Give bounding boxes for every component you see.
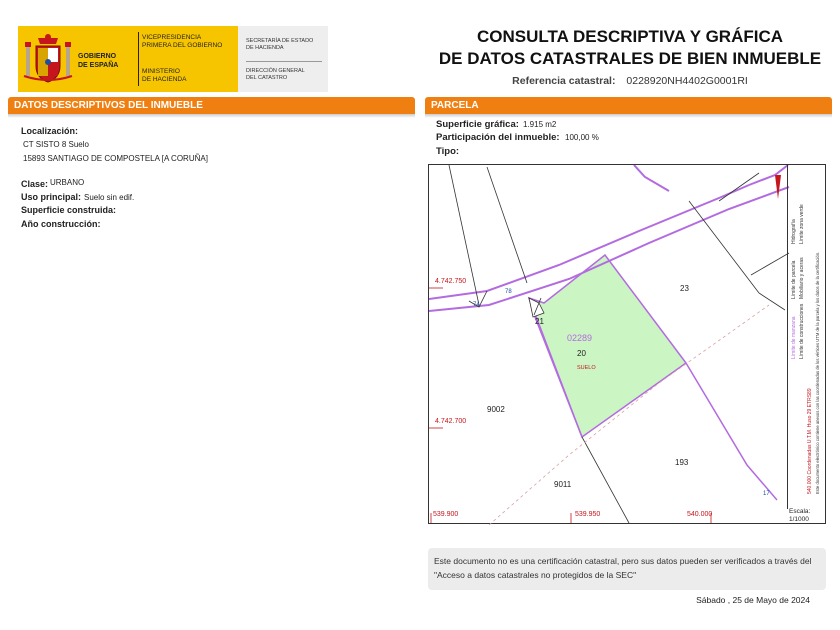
logo-grey-band bbox=[238, 26, 328, 92]
title-line-1: CONSULTA DESCRIPTIVA Y GRÁFICA bbox=[476, 27, 784, 46]
legend-zona-verde: Límite zona verde bbox=[799, 204, 805, 244]
cadastral-reference bbox=[430, 75, 830, 87]
superficie-grafica-label: Superficie gráfica: bbox=[436, 119, 519, 130]
line-d bbox=[719, 173, 759, 201]
coord-y1: 4.742.750 bbox=[435, 278, 467, 285]
map-drawing bbox=[429, 165, 827, 525]
superficie-grafica-value: 1.915 m2 bbox=[523, 120, 557, 129]
street-number-b: 78 bbox=[505, 289, 512, 295]
ministerio-text: MINISTERIO DE HACIENDA bbox=[142, 68, 187, 83]
ref-label: Referencia catastral: bbox=[512, 75, 616, 87]
uso-label: Uso principal: bbox=[21, 192, 82, 202]
vicepresidencia-text: VICEPRESIDENCIA PRIMERA DEL GOBIERNO bbox=[142, 34, 223, 49]
legend-annex-note: Este documento electrónico contiene anexos con las coordenadas de los vértices UTM de la parcela y los datos de la certificación. bbox=[815, 251, 820, 494]
ref-value: 0228920NH4402G0001RI bbox=[626, 75, 748, 87]
anio-construccion-label: Año construcción: bbox=[21, 219, 101, 229]
parcel-21-label: 21 bbox=[535, 317, 544, 326]
document-title bbox=[430, 26, 830, 70]
coord-y2: 4.742.700 bbox=[435, 418, 467, 425]
road-boundary-end bbox=[749, 165, 788, 185]
parcel-9011-label: 9011 bbox=[554, 480, 572, 489]
bar-shadow-left bbox=[8, 114, 415, 118]
section-bar-parcela: PARCELA bbox=[425, 97, 832, 115]
line-e bbox=[751, 253, 789, 275]
verification-notice: Este documento no es una certificación catastral, pero sus datos pueden ser verificados a través del "Acceso a datos catastrales no protegidos de la SEC" bbox=[428, 548, 826, 590]
localizacion-label: Localización: bbox=[21, 126, 79, 136]
parcel-23-label: 23 bbox=[680, 284, 689, 293]
superficie-construida-label: Superficie construida: bbox=[21, 205, 117, 215]
government-logo-block bbox=[18, 26, 328, 92]
legend-hidrografia: Hidrografía bbox=[791, 219, 797, 244]
street-number-a: 74 bbox=[473, 302, 480, 308]
cadastral-map bbox=[428, 164, 826, 524]
direccion-text: DIRECCIÓN GENERAL DEL CATASTRO bbox=[246, 68, 305, 81]
line-f bbox=[759, 293, 785, 310]
legend-construcciones: Límite de construcciones bbox=[799, 303, 805, 359]
coat-of-arms-icon bbox=[22, 32, 74, 86]
logo-divider bbox=[138, 32, 139, 86]
line-b bbox=[487, 167, 527, 283]
participacion-value: 100,00 % bbox=[565, 133, 599, 142]
legend-parcela: Límite de parcela bbox=[791, 260, 797, 299]
logo-rule bbox=[246, 61, 322, 62]
address-line-2: 15893 SANTIAGO DE COMPOSTELA [A CORUÑA] bbox=[23, 154, 208, 163]
uso-value: Suelo sin edif. bbox=[84, 193, 135, 202]
clase-value: URBANO bbox=[50, 178, 85, 187]
coord-x2: 539.950 bbox=[575, 511, 601, 518]
corner-number: 17 bbox=[763, 491, 770, 497]
escala-value: 1/1000 bbox=[789, 516, 809, 523]
legend-mobiliario: Mobiliario y aceras bbox=[799, 257, 805, 299]
document-date: Sábado , 25 de Mayo de 2024 bbox=[696, 595, 810, 605]
bar-shadow-right bbox=[425, 114, 832, 118]
tipo-label: Tipo: bbox=[436, 146, 460, 157]
gov-name: GOBIERNO DE ESPAÑA bbox=[78, 53, 119, 69]
logo-yellow-band bbox=[18, 26, 238, 92]
suelo-label: SUELO bbox=[577, 365, 596, 371]
coord-x1: 539.900 bbox=[433, 511, 459, 518]
boundary-193 bbox=[686, 363, 777, 500]
clase-label: Clase: bbox=[21, 179, 49, 189]
legend-manzana: Límite de manzana bbox=[791, 316, 797, 359]
secretaria-text: SECRETARÍA DE ESTADO DE HACIENDA bbox=[246, 38, 314, 51]
scale-block bbox=[789, 508, 825, 524]
address-line-1: CT SISTO 8 Suelo bbox=[23, 140, 89, 149]
parcel-193-label: 193 bbox=[675, 458, 689, 467]
legend-coordenadas: 540.000 Coordenadas U.T.M. Huso 29 ETRS89 bbox=[807, 388, 813, 494]
parcel-9002-label: 9002 bbox=[487, 405, 505, 414]
escala-label: Escala: bbox=[789, 508, 811, 515]
participacion-label: Participación del inmueble: bbox=[436, 132, 560, 143]
road-bend bbox=[634, 165, 669, 191]
section-bar-descriptive: DATOS DESCRIPTIVOS DEL INMUEBLE bbox=[8, 97, 415, 115]
map-legend bbox=[787, 164, 826, 509]
line-c bbox=[689, 201, 759, 293]
parcel-polygon bbox=[529, 255, 686, 437]
parcel-20-label: 20 bbox=[577, 349, 586, 358]
north-arrow-icon bbox=[775, 175, 781, 199]
coord-x3: 540.000 bbox=[687, 511, 713, 518]
title-line-2: DE DATOS CATASTRALES DE BIEN INMUEBLE bbox=[438, 49, 822, 68]
parcel-number-label: 02289 bbox=[567, 333, 593, 343]
